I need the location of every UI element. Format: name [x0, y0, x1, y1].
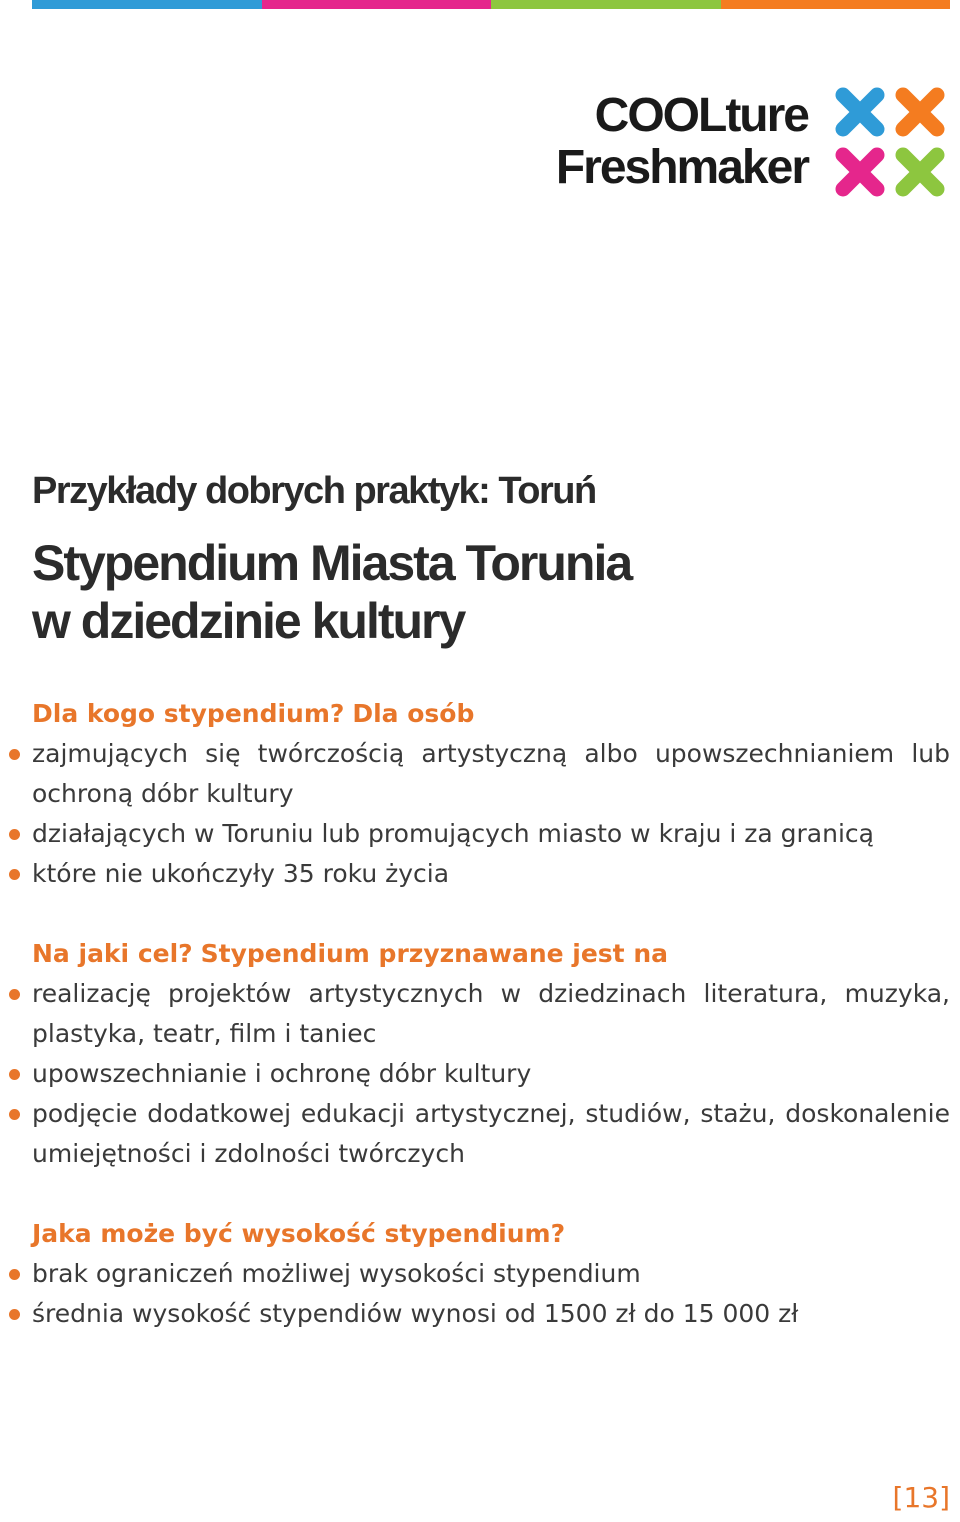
- list-item: [32, 734, 950, 814]
- section-pretitle: Przykłady dobrych praktyk: Toruń: [32, 470, 596, 512]
- top-bar-magenta: [262, 0, 492, 9]
- list-item-text: realizację projektów artystycznych w dziedzinach literatura, muzyka, plastyka, teatr, film i taniec: [32, 979, 950, 1048]
- brand-line-2: Freshmaker: [555, 141, 808, 194]
- section-heading: [32, 1214, 950, 1254]
- section-lead: Dla osób: [352, 699, 475, 728]
- list-item-text: średnia wysokość stypendiów wynosi od 1500 zł do 15 000 zł: [32, 1299, 799, 1328]
- brand-header: [556, 82, 950, 202]
- list-item: [32, 1054, 950, 1094]
- list-item: [32, 974, 950, 1054]
- list-item-text: zajmujących się twórczością artystyczną albo upowszechnianiem lub ochroną dóbr kultury: [32, 739, 950, 808]
- bullet-icon: [9, 869, 20, 880]
- list-item: [32, 814, 950, 854]
- page-number: [13]: [892, 1481, 950, 1514]
- bullet-list: [32, 734, 950, 894]
- title-line-2: w dziedzinie kultury: [32, 593, 465, 649]
- list-item: [32, 1294, 950, 1334]
- list-item: [32, 854, 950, 894]
- logo-icon: [830, 82, 950, 202]
- section-lead: Stypendium przyznawane jest na: [200, 939, 668, 968]
- list-item: [32, 1094, 950, 1174]
- bullet-list: [32, 1254, 950, 1334]
- brand-name: [556, 90, 808, 194]
- content: [32, 694, 950, 1374]
- top-bar-blue: [32, 0, 262, 9]
- list-item-text: działających w Toruniu lub promujących miasto w kraju i za granicą: [32, 819, 874, 848]
- section-question: Na jaki cel?: [32, 939, 193, 968]
- section-question: Jaka może być wysokość stypendium?: [32, 1219, 566, 1248]
- section-amount: [32, 1214, 950, 1334]
- bullet-icon: [9, 829, 20, 840]
- list-item-text: podjęcie dodatkowej edukacji artystycznej, studiów, stażu, doskonalenie umiejętności i zdolności twórczych: [32, 1099, 950, 1168]
- section-purpose: [32, 934, 950, 1174]
- bullet-icon: [9, 749, 20, 760]
- bullet-icon: [9, 989, 20, 1000]
- bullet-icon: [9, 1309, 20, 1320]
- list-item-text: upowszechnianie i ochronę dóbr kultury: [32, 1059, 532, 1088]
- section-who: [32, 694, 950, 894]
- list-item-text: brak ograniczeń możliwej wysokości stypendium: [32, 1259, 641, 1288]
- top-bar-orange: [721, 0, 951, 9]
- section-question: Dla kogo stypendium?: [32, 699, 345, 728]
- bullet-icon: [9, 1269, 20, 1280]
- bullet-list: [32, 974, 950, 1174]
- list-item: [32, 1254, 950, 1294]
- page-title: [32, 534, 932, 650]
- section-heading: [32, 694, 950, 734]
- list-item-text: które nie ukończyły 35 roku życia: [32, 859, 450, 888]
- top-bar-green: [491, 0, 721, 9]
- title-line-1: Stypendium Miasta Torunia: [32, 535, 632, 591]
- bullet-icon: [9, 1109, 20, 1120]
- brand-line-1: COOLture: [594, 89, 808, 142]
- bullet-icon: [9, 1069, 20, 1080]
- heading-block: [32, 466, 932, 650]
- section-heading: [32, 934, 950, 974]
- top-color-bar: [32, 0, 950, 9]
